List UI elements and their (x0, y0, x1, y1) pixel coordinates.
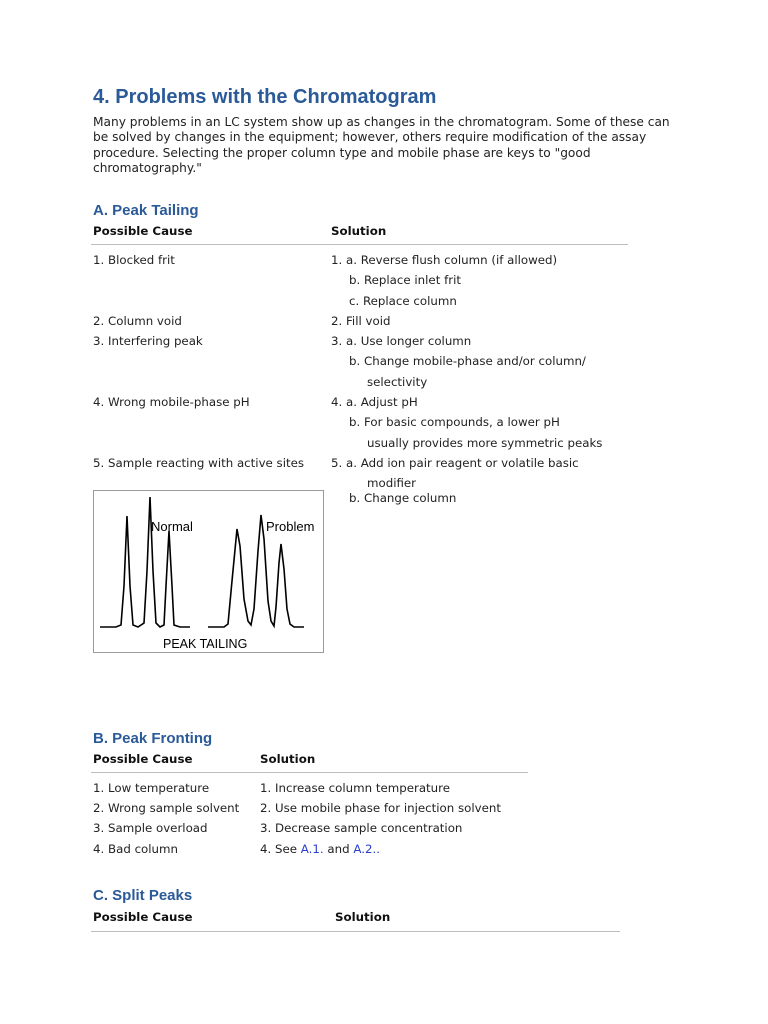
normal-label: Normal (151, 519, 193, 534)
table-cell: b. Change mobile-phase and/or column/ (349, 354, 586, 368)
table-cell: 4. Bad column (93, 842, 178, 856)
normal-chromatogram-trace (100, 497, 190, 627)
figure-caption: PEAK TAILING (163, 637, 248, 651)
section-a-col-solution: Solution (331, 224, 387, 238)
table-cell: 4. a. Adjust pH (331, 395, 418, 409)
trailing-period: . (376, 842, 380, 856)
table-cell: 3. a. Use longer column (331, 334, 472, 348)
link-a1[interactable]: A.1. (300, 842, 324, 856)
peak-tailing-figure (93, 490, 324, 653)
section-a-heading: A. Peak Tailing (93, 202, 199, 219)
section-c-heading: C. Split Peaks (93, 887, 193, 904)
and-text: and (323, 842, 354, 856)
table-cell: 1. Increase column temperature (260, 781, 451, 795)
table-cell: 1. Low temperature (93, 781, 210, 795)
table-cell: 5. a. Add ion pair reagent or volatile basic (331, 456, 579, 470)
table-cell: 2. Fill void (331, 314, 391, 328)
table-cell: 3. Interfering peak (93, 334, 203, 348)
table-cell: c. Replace column (349, 294, 457, 308)
section-c-header-rule (91, 931, 620, 932)
table-cell: 4. Wrong mobile-phase pH (93, 395, 250, 409)
table-cell: 3. Decrease sample concentration (260, 821, 463, 835)
table-cell: selectivity (367, 375, 428, 389)
problem-label: Problem (266, 519, 315, 534)
section-a-col-cause: Possible Cause (93, 224, 193, 238)
intro-paragraph: Many problems in an LC system show up as changes in the chromatogram. Some of these can be solved by changes in the equipment; however, others require modification of the assay procedure. Selecting the proper column type and mobile phase are keys to "good chromatography." (93, 115, 670, 175)
section-a-header-rule (91, 244, 628, 245)
table-cell: 2. Column void (93, 314, 182, 328)
table-cell: modifier (367, 476, 417, 490)
section-b-heading: B. Peak Fronting (93, 730, 213, 747)
table-cell: 2. Use mobile phase for injection solvent (260, 801, 501, 815)
table-cell: b. Change column (349, 491, 457, 505)
table-cell: usually provides more symmetric peaks (367, 436, 603, 450)
section-b-header-rule (91, 772, 528, 773)
section-b-col-cause: Possible Cause (93, 752, 193, 766)
table-cell: 1. Blocked frit (93, 253, 175, 267)
table-cell: b. Replace inlet frit (349, 273, 461, 287)
table-cell: 2. Wrong sample solvent (93, 801, 240, 815)
table-cell: 1. a. Reverse flush column (if allowed) (331, 253, 558, 267)
see-text: 4. See (260, 842, 301, 856)
section-c-col-solution: Solution (335, 910, 391, 924)
link-a2[interactable]: A.2. (353, 842, 377, 856)
table-cell: 5. Sample reacting with active sites (93, 456, 305, 470)
section-b-col-solution: Solution (260, 752, 316, 766)
table-cell: b. For basic compounds, a lower pH (349, 415, 560, 429)
page-title: 4. Problems with the Chromatogram (93, 86, 437, 108)
table-cell: 3. Sample overload (93, 821, 208, 835)
section-c-col-cause: Possible Cause (93, 910, 193, 924)
table-cell-see-links (260, 842, 380, 856)
